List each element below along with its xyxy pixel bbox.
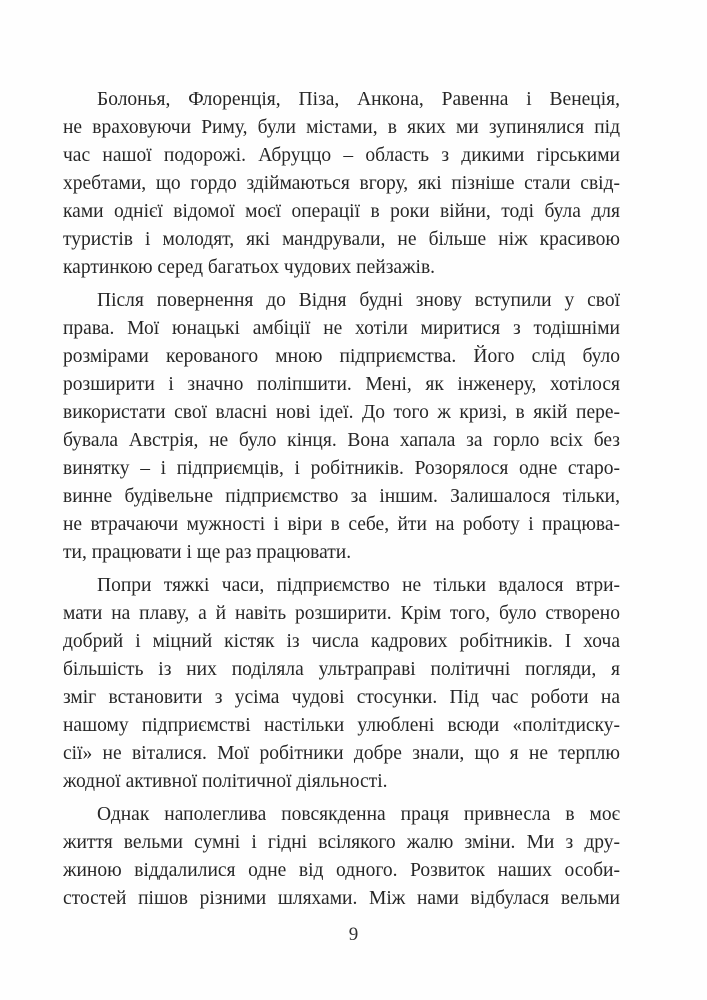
text-line: використати свої власні нові ідеї. До того ж кризі, в якій пере-: [63, 402, 620, 423]
text-line: розмірами керованого мною підприємства. Його слід було: [63, 346, 620, 367]
text-line: туристів і молодят, які мандрували, не більше ніж красивою: [63, 229, 620, 250]
text-line: не втрачаючи мужності і віри в себе, йти на роботу і працюва-: [63, 514, 620, 535]
paragraph: [63, 801, 620, 913]
paragraph: [63, 572, 620, 796]
text-line: ти, працювати і ще раз працювати.: [63, 542, 352, 563]
text-line: ками однієї відомої моєї операції в роки війни, тоді була для: [63, 201, 620, 222]
text-line: Після повернення до Відня будні знову вступили у свої: [97, 290, 620, 311]
text-line: зміг встановити з усіма чудові стосунки. Під час роботи на: [63, 687, 620, 708]
text-line: мати на плаву, а й навіть розширити. Крім того, було створено: [63, 603, 620, 624]
paragraph: [63, 86, 620, 282]
text-line: бувала Австрія, не було кінця. Вона хапала за горло всіх без: [63, 430, 620, 451]
text-line: Болонья, Флоренція, Піза, Анкона, Равенна і Венеція,: [97, 89, 620, 110]
text-line: не враховуючи Риму, були містами, в яких ми зупинялися під: [63, 117, 620, 138]
page-number: 9: [348, 924, 359, 945]
text-line: жодної активної політичної діяльності.: [63, 771, 388, 792]
text-line: права. Мої юнацькі амбіції не хотіли миритися з тодішніми: [63, 318, 620, 339]
paragraph: [63, 287, 620, 567]
text-line: стостей пішов різними шляхами. Між нами відбулася вельми: [63, 888, 620, 909]
text-line: добрий і міцний кістяк із числа кадрових робітників. І хоча: [63, 631, 620, 652]
text-line: хребтами, що гордо здіймаються вгору, які пізніше стали свід-: [63, 173, 620, 194]
text-line: жиною віддалилися одне від одного. Розвиток наших особи-: [63, 860, 620, 881]
text-line: розширити і значно поліпшити. Мені, як інженеру, хотілося: [63, 374, 620, 395]
text-line: сії» не віталися. Мої робітники добре знали, що я не терплю: [63, 743, 620, 764]
text-line: життя вельми сумні і гідні всілякого жалю зміни. Ми з дру-: [63, 832, 620, 853]
text-line: більшість із них поділяла ультраправі політичні погляди, я: [63, 659, 620, 680]
text-line: картинкою серед багатьох чудових пейзажів.: [63, 257, 436, 278]
text-line: час нашої подорожі. Абруццо – область з дикими гірськими: [63, 145, 620, 166]
text-line: винне будівельне підприємство за іншим. Залишалося тільки,: [63, 486, 620, 507]
page-text: [63, 86, 620, 918]
text-line: Попри тяжкі часи, підприємство не тільки вдалося втри-: [97, 575, 620, 596]
text-line: винятку – і підприємців, і робітників. Розорялося одне старо-: [63, 458, 620, 479]
text-line: нашому підприємстві настільки улюблені всюди «політдиску-: [63, 715, 620, 736]
text-line: Однак наполеглива повсякденна праця привнесла в моє: [97, 804, 620, 825]
